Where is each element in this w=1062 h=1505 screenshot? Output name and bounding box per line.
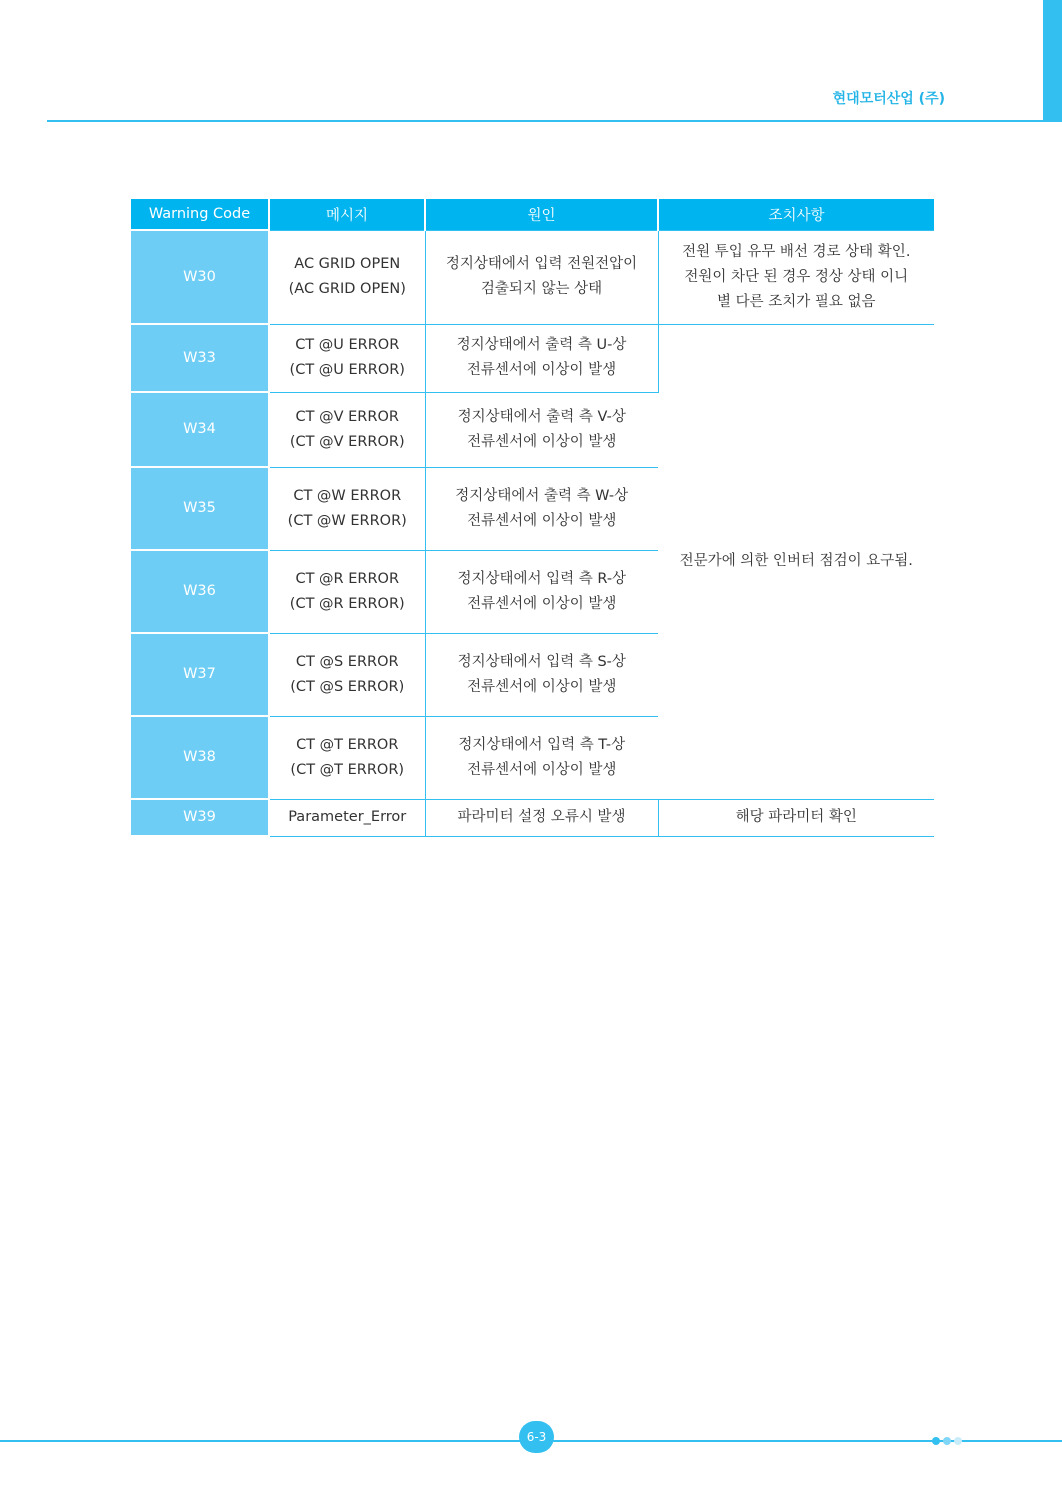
message-cell [269, 716, 425, 799]
header-divider [47, 120, 1062, 122]
message-line: (AC GRID OPEN) [288, 281, 406, 297]
action-line: 전원이 차단 된 경우 정상 상태 이니 [684, 268, 909, 285]
cause-line: 정지상태에서 입력 측 T-상 [458, 736, 626, 753]
decor-dot [943, 1437, 951, 1445]
message-line: (CT @U ERROR) [289, 362, 405, 378]
column-header-message: 메시지 [269, 199, 425, 230]
table-header-row [131, 199, 934, 230]
message-line: (CT @S ERROR) [290, 678, 405, 695]
cause-line: 정지상태에서 입력 전원전압이 [445, 256, 638, 272]
cause-cell [425, 633, 658, 716]
message-line: (CT @R ERROR) [289, 595, 405, 612]
action-cell: 해당 파라미터 확인 [658, 799, 934, 836]
message-line: CT @S ERROR [295, 653, 399, 670]
column-header-code: Warning Code [131, 199, 269, 230]
cause-line: 전류센서에 이상이 발생 [467, 512, 617, 529]
decor-dot [954, 1437, 962, 1445]
message-cell [269, 467, 425, 550]
message-cell [269, 230, 425, 324]
cause-line: 전류센서에 이상이 발생 [466, 362, 617, 378]
cause-cell [425, 716, 658, 799]
message-line: CT @V ERROR [295, 408, 399, 425]
edge-tab [1043, 0, 1062, 121]
message-line: CT @R ERROR [295, 570, 400, 587]
message-line: (CT @V ERROR) [289, 433, 405, 450]
cause-cell [425, 324, 658, 392]
cause-cell [425, 230, 658, 324]
warning-code-cell: W38 [131, 716, 269, 799]
warning-code-cell: W36 [131, 550, 269, 633]
message-line: (CT @W ERROR) [287, 512, 407, 529]
action-cell [658, 230, 934, 324]
action-line: 별 다른 조치가 필요 없음 [716, 293, 876, 310]
message-line: (CT @T ERROR) [290, 761, 405, 778]
warning-code-cell: W37 [131, 633, 269, 716]
cause-line: 전류센서에 이상이 발생 [467, 678, 617, 695]
action-line: 전원 투입 유무 배선 경로 상태 확인. [682, 243, 911, 260]
message-line: CT @W ERROR [293, 487, 402, 504]
cause-line: 정지상태에서 출력 측 U-상 [456, 337, 627, 353]
message-cell [269, 392, 425, 467]
warning-code-cell: W35 [131, 467, 269, 550]
message-line: CT @T ERROR [296, 736, 399, 753]
warning-code-cell: W30 [131, 230, 269, 324]
message-line: CT @U ERROR [295, 337, 400, 353]
cause-line: 전류센서에 이상이 발생 [467, 433, 617, 450]
message-cell [269, 324, 425, 392]
warning-code-table [131, 199, 934, 837]
cause-line: 정지상태에서 출력 측 W-상 [455, 487, 629, 504]
cause-line: 정지상태에서 입력 측 S-상 [457, 653, 626, 670]
message-line: AC GRID OPEN [294, 256, 401, 272]
page-number: 6-3 [519, 1421, 554, 1453]
message-cell: Parameter_Error [269, 799, 425, 836]
column-header-action: 조치사항 [658, 199, 934, 230]
warning-code-cell: W33 [131, 324, 269, 392]
table-row [131, 324, 934, 392]
cause-line: 전류센서에 이상이 발생 [467, 595, 617, 612]
cause-line: 정지상태에서 출력 측 V-상 [457, 408, 626, 425]
cause-line: 정지상태에서 입력 측 R-상 [457, 570, 627, 587]
cause-cell [425, 392, 658, 467]
message-cell [269, 550, 425, 633]
warning-code-cell: W34 [131, 392, 269, 467]
cause-cell [425, 467, 658, 550]
cause-line: 전류센서에 이상이 발생 [467, 761, 617, 778]
cause-cell [425, 550, 658, 633]
column-header-cause: 원인 [425, 199, 658, 230]
message-cell [269, 633, 425, 716]
table-row [131, 230, 934, 324]
decor-dot [932, 1437, 940, 1445]
cause-line: 검출되지 않는 상태 [480, 281, 603, 297]
merged-action-cell: 전문가에 의한 인버터 점검이 요구됨. [658, 324, 934, 799]
table-row [131, 799, 934, 836]
warning-code-cell: W39 [131, 799, 269, 836]
cause-cell: 파라미터 설정 오류시 발생 [425, 799, 658, 836]
company-name: 현대모터산업 (주) [832, 91, 945, 107]
